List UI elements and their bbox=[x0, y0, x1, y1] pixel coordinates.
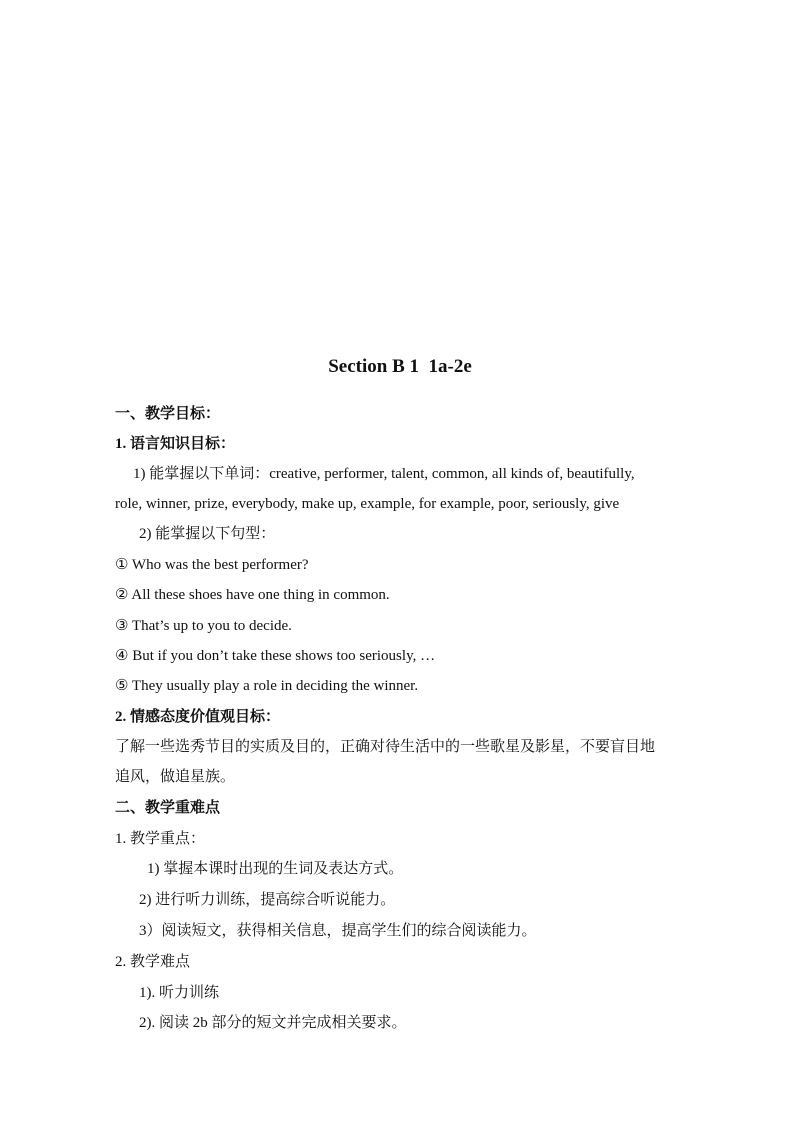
subheading-language-knowledge: 1. 语言知识目标： bbox=[115, 436, 236, 452]
sentence-pattern-5: ⑤ They usually play a role in deciding the winner. bbox=[115, 678, 419, 694]
difficult-point-2: 2). 阅读 2b 部分的短文并完成相关要求。 bbox=[139, 1015, 407, 1031]
subheading-key-points: 1. 教学重点： bbox=[115, 831, 206, 847]
sentence-pattern-3: ③ That’s up to you to decide. bbox=[115, 618, 292, 634]
emotional-values-text-2: 追风，做追星族。 bbox=[115, 769, 236, 785]
sentence-patterns-label: 2) 能掌握以下句型： bbox=[139, 526, 276, 542]
vocabulary-line-1: 1) 能掌握以下单词：creative, performer, talent, common, all kinds of, beautifully, bbox=[133, 466, 635, 482]
key-point-1: 1) 掌握本课时出现的生词及表达方式。 bbox=[147, 861, 404, 877]
subheading-difficult-points: 2. 教学难点 bbox=[115, 954, 191, 970]
key-point-2: 2) 进行听力训练，提高综合听说能力。 bbox=[139, 892, 396, 908]
emotional-values-text-1: 了解一些选秀节目的实质及目的，正确对待生活中的一些歌星及影星，不要盲目地 bbox=[115, 739, 656, 755]
difficult-point-1: 1). 听力训练 bbox=[139, 985, 219, 1001]
sentence-pattern-1: ① Who was the best performer? bbox=[115, 557, 309, 573]
section-heading-key-difficult-points: 二、教学重难点 bbox=[115, 800, 221, 816]
sentence-pattern-2: ② All these shoes have one thing in common. bbox=[115, 587, 390, 603]
section-heading-teaching-goals: 一、教学目标： bbox=[115, 406, 221, 422]
key-point-3: 3）阅读短文，获得相关信息，提高学生们的综合阅读能力。 bbox=[139, 923, 537, 939]
sentence-pattern-4: ④ But if you don’t take these shows too seriously, … bbox=[115, 648, 436, 664]
document-title: Section B 1 1a-2e bbox=[328, 356, 472, 377]
subheading-emotional-values: 2. 情感态度价值观目标： bbox=[115, 709, 281, 725]
vocabulary-line-2: role, winner, prize, everybody, make up, example, for example, poor, seriously, give bbox=[115, 496, 620, 512]
